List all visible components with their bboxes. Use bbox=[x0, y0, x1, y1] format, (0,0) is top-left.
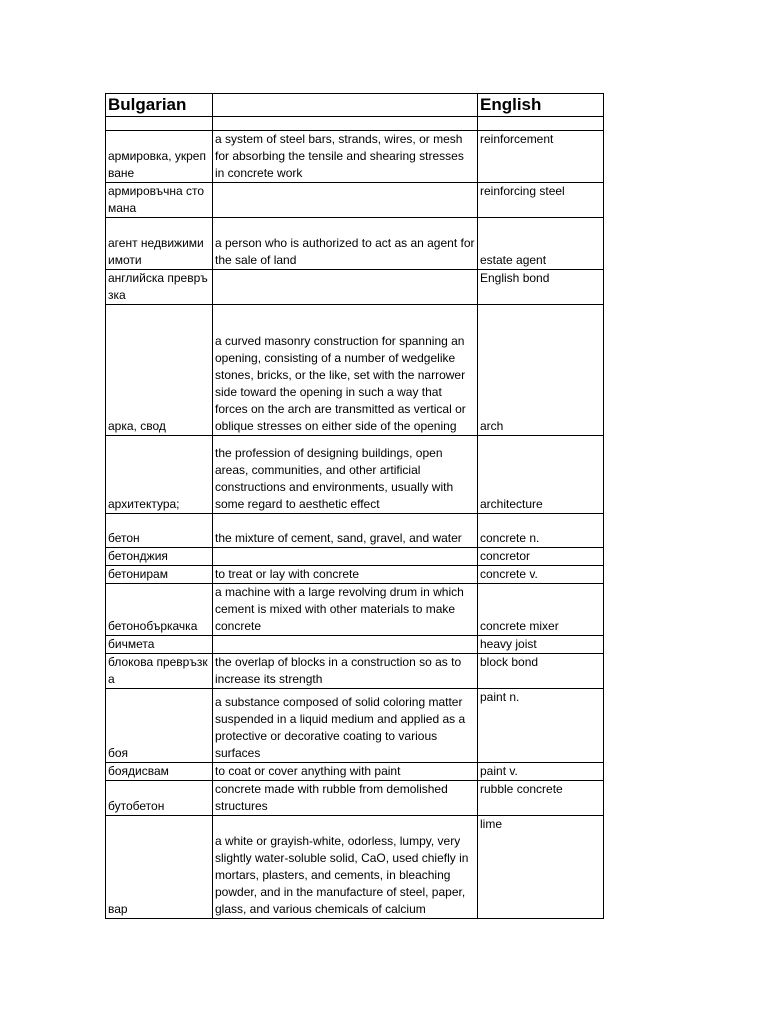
bulgarian-term: боя bbox=[106, 689, 213, 763]
definition bbox=[213, 117, 478, 131]
table-row bbox=[106, 270, 604, 305]
english-term: paint n. bbox=[478, 689, 604, 763]
bulgarian-term: арка, свод bbox=[106, 305, 213, 436]
english-term: reinforcing steel bbox=[478, 183, 604, 218]
bulgarian-term: архитектура; bbox=[106, 436, 213, 514]
english-term: paint v. bbox=[478, 763, 604, 781]
definition: the overlap of blocks in a construction so as to increase its strength bbox=[213, 654, 478, 689]
header-english: English bbox=[478, 94, 604, 117]
bulgarian-term: бутобетон bbox=[106, 781, 213, 816]
bulgarian-term: бетонирам bbox=[106, 566, 213, 584]
english-term: estate agent bbox=[478, 218, 604, 270]
table-row bbox=[106, 131, 604, 183]
table-row bbox=[106, 636, 604, 654]
table-row bbox=[106, 117, 604, 131]
table-row bbox=[106, 816, 604, 919]
english-term: reinforcement bbox=[478, 131, 604, 183]
english-term: concrete n. bbox=[478, 514, 604, 548]
table-row bbox=[106, 218, 604, 270]
bulgarian-term: боядисвам bbox=[106, 763, 213, 781]
bulgarian-term: агент недвижими имоти bbox=[106, 218, 213, 270]
english-term: lime bbox=[478, 816, 604, 919]
table-row bbox=[106, 763, 604, 781]
bulgarian-term bbox=[106, 117, 213, 131]
english-term: architecture bbox=[478, 436, 604, 514]
english-term: heavy joist bbox=[478, 636, 604, 654]
bulgarian-term: вар bbox=[106, 816, 213, 919]
english-term bbox=[478, 117, 604, 131]
definition: a machine with a large revolving drum in which cement is mixed with other materials to make concrete bbox=[213, 584, 478, 636]
english-term: English bond bbox=[478, 270, 604, 305]
definition bbox=[213, 270, 478, 305]
bulgarian-term: блокова превръзка bbox=[106, 654, 213, 689]
table-row bbox=[106, 781, 604, 816]
definition: a substance composed of solid coloring matter suspended in a liquid medium and applied as a protective or decorative coating to various surfaces bbox=[213, 689, 478, 763]
header-definition bbox=[213, 94, 478, 117]
table-row bbox=[106, 305, 604, 436]
definition: a white or grayish-white, odorless, lumpy, very slightly water-soluble solid, CaO, used chiefly in mortars, plasters, and cements, in bleaching powder, and in the manufacture of steel, paper, glass, and various chemicals of calcium bbox=[213, 816, 478, 919]
table-row bbox=[106, 654, 604, 689]
table-row bbox=[106, 584, 604, 636]
table-row bbox=[106, 514, 604, 548]
english-term: rubble concrete bbox=[478, 781, 604, 816]
english-term: arch bbox=[478, 305, 604, 436]
definition: a system of steel bars, strands, wires, or mesh for absorbing the tensile and shearing stresses in concrete work bbox=[213, 131, 478, 183]
header-bulgarian: Bulgarian bbox=[106, 94, 213, 117]
bulgarian-term: английска превръзка bbox=[106, 270, 213, 305]
table-row bbox=[106, 689, 604, 763]
definition bbox=[213, 183, 478, 218]
english-term: concrete mixer bbox=[478, 584, 604, 636]
english-term: concrete v. bbox=[478, 566, 604, 584]
definition bbox=[213, 548, 478, 566]
table-row bbox=[106, 548, 604, 566]
definition: to coat or cover anything with paint bbox=[213, 763, 478, 781]
definition: the profession of designing buildings, open areas, communities, and other artificial constructions and environments, usually with some regard to aesthetic effect bbox=[213, 436, 478, 514]
bulgarian-term: бетон bbox=[106, 514, 213, 548]
english-term: concretor bbox=[478, 548, 604, 566]
definition: a curved masonry construction for spanning an opening, consisting of a number of wedgelike stones, bricks, or the like, set with the narrower side toward the opening in such a way that forces on the arch are transmitted as vertical or oblique stresses on either side of the opening bbox=[213, 305, 478, 436]
bulgarian-term: бетонджия bbox=[106, 548, 213, 566]
definition bbox=[213, 636, 478, 654]
definition: the mixture of cement, sand, gravel, and water bbox=[213, 514, 478, 548]
definition: concrete made with rubble from demolished structures bbox=[213, 781, 478, 816]
table-row bbox=[106, 183, 604, 218]
glossary-table bbox=[105, 93, 604, 919]
english-term: block bond bbox=[478, 654, 604, 689]
definition: a person who is authorized to act as an agent for the sale of land bbox=[213, 218, 478, 270]
definition: to treat or lay with concrete bbox=[213, 566, 478, 584]
bulgarian-term: бетонобъркачка bbox=[106, 584, 213, 636]
table-row bbox=[106, 436, 604, 514]
bulgarian-term: армировка, укрепване bbox=[106, 131, 213, 183]
bulgarian-term: бичмета bbox=[106, 636, 213, 654]
bulgarian-term: армировъчна стомана bbox=[106, 183, 213, 218]
table-header-row bbox=[106, 94, 604, 117]
table-row bbox=[106, 566, 604, 584]
